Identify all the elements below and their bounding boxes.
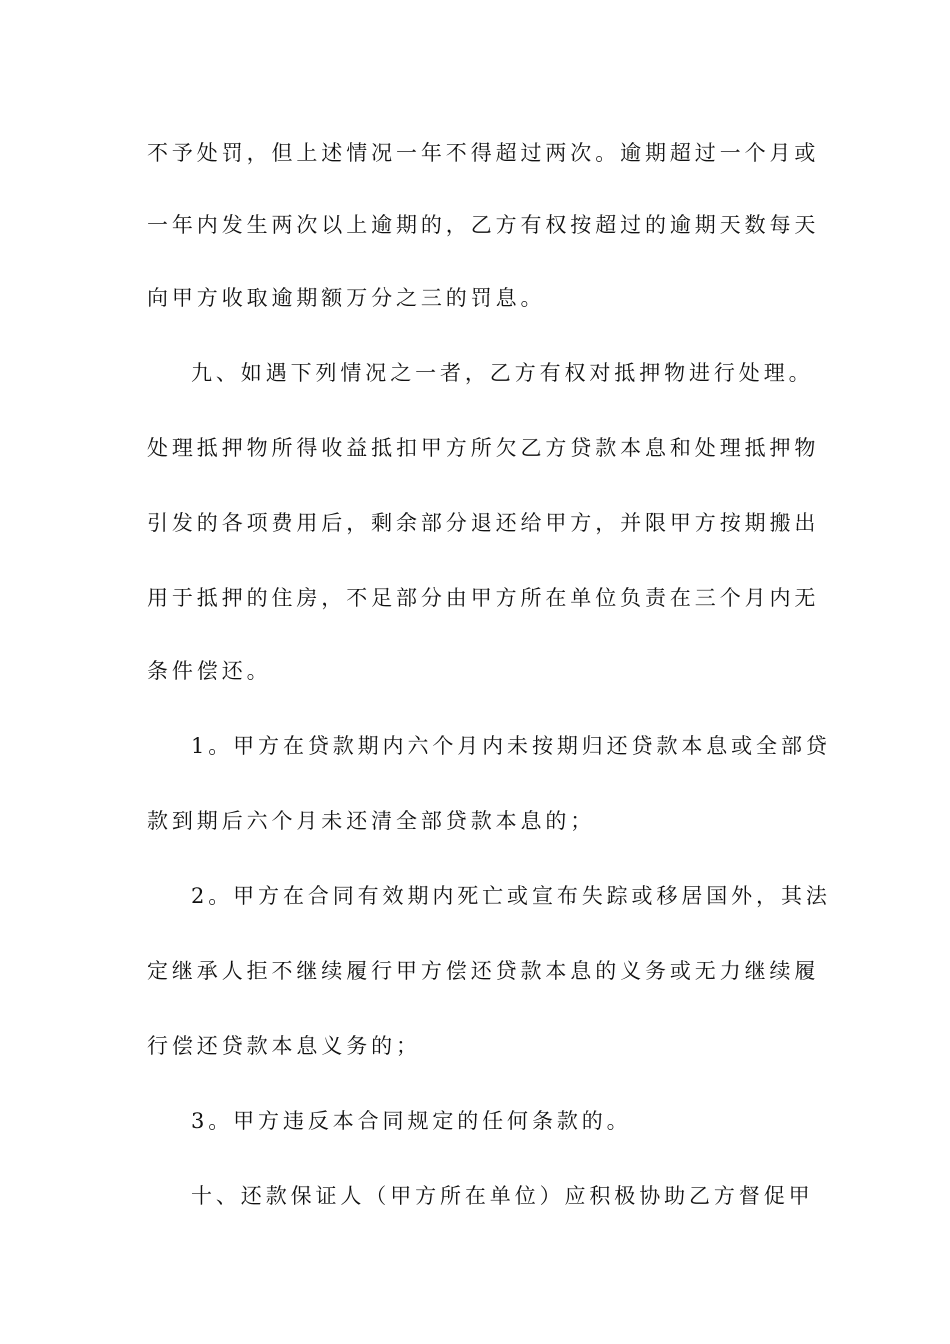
text-line: 款到期后六个月未还清全部贷款本息的； bbox=[147, 809, 596, 833]
section-heading-nine: 九、如遇下列情况之一者，乙方有权对抵押物进行处理。 bbox=[191, 361, 814, 385]
text-line: 不予处罚，但上述情况一年不得超过两次。逾期超过一个月或 bbox=[147, 141, 820, 165]
text-line: 引发的各项费用后，剩余部分退还给甲方，并限甲方按期搬出 bbox=[147, 511, 820, 535]
text-line: 条件偿还。 bbox=[147, 659, 272, 683]
text-line: 用于抵押的住房，不足部分由甲方所在单位负责在三个月内无 bbox=[147, 586, 820, 610]
list-item-3: 3。甲方违反本合同规定的任何条款的。 bbox=[191, 1109, 632, 1133]
text-line: 处理抵押物所得收益抵扣甲方所欠乙方贷款本息和处理抵押物 bbox=[147, 436, 820, 460]
list-item-1: 1。甲方在贷款期内六个月内未按期归还贷款本息或全部贷 bbox=[191, 734, 831, 758]
section-heading-ten: 十、还款保证人（甲方所在单位）应积极协助乙方督促甲 bbox=[191, 1184, 814, 1208]
text-line: 行偿还贷款本息义务的； bbox=[147, 1034, 421, 1058]
list-item-2: 2。甲方在合同有效期内死亡或宣布失踪或移居国外，其法 bbox=[191, 884, 831, 908]
text-line: 定继承人拒不继续履行甲方偿还贷款本息的义务或无力继续履 bbox=[147, 959, 820, 983]
text-line: 向甲方收取逾期额万分之三的罚息。 bbox=[147, 286, 546, 310]
text-line: 一年内发生两次以上逾期的，乙方有权按超过的逾期天数每天 bbox=[147, 213, 820, 237]
